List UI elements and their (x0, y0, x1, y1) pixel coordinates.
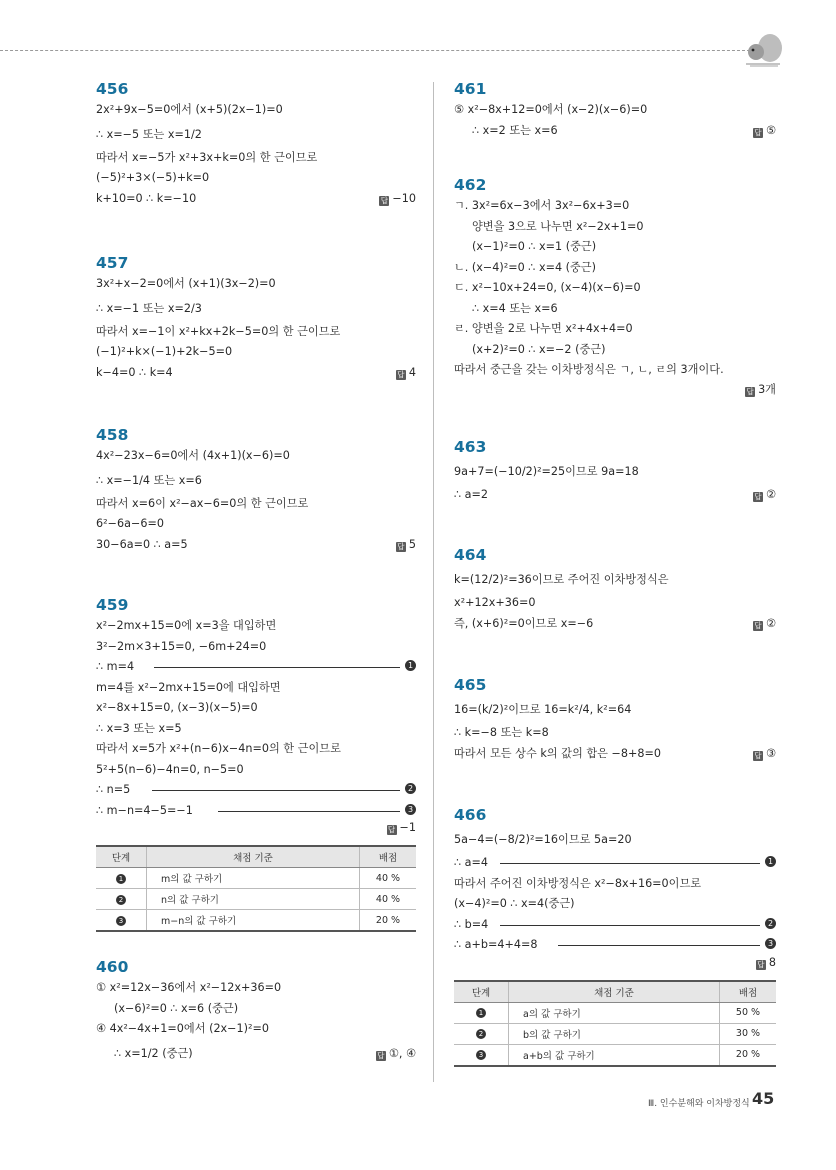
step-marker: 2 (116, 895, 126, 905)
answer (396, 535, 416, 556)
problem-number: 461 (454, 80, 487, 98)
answer (376, 1040, 416, 1067)
column-header: 채점 기준 (147, 846, 360, 868)
answer-badge-icon: 답 (377, 1050, 385, 1060)
criteria-cell: b의 값 구하기 (509, 1023, 720, 1044)
step-rule (154, 667, 400, 668)
answer-line (96, 821, 416, 841)
answer (756, 956, 776, 970)
solution-line-text: 30−6a=0 ∴ a=5 (96, 537, 188, 551)
solution-line: 16=(k/2)²이므로 16=k²/4, k²=64 (454, 703, 632, 716)
solution-line: ∴ k=−8 또는 k=8 (454, 726, 549, 739)
answer-value: ①, ④ (388, 1046, 416, 1060)
criteria-cell: m의 값 구하기 (147, 868, 360, 889)
column-divider (433, 82, 434, 1082)
solution-line: ㄱ. 3x²=6x−3에서 3x²−6x+3=0 (454, 199, 630, 212)
answer-value: ③ (765, 746, 776, 760)
answer (745, 381, 776, 397)
answer-value: ⑤ (765, 123, 776, 137)
table-header-row (96, 846, 416, 868)
answer-value: −10 (392, 191, 416, 205)
step-cell (96, 910, 147, 932)
answer-badge-icon: 답 (757, 959, 765, 969)
solution-line (454, 915, 776, 936)
column-header: 단계 (454, 981, 509, 1003)
points-cell: 40 % (360, 868, 417, 889)
points-cell: 40 % (360, 889, 417, 910)
points-cell: 20 % (360, 910, 417, 932)
step-marker: 3 (405, 804, 416, 815)
step-marker: 2 (405, 783, 416, 794)
answer (753, 744, 776, 765)
solution-line (454, 935, 776, 956)
criteria-cell: m−n의 값 구하기 (147, 910, 360, 932)
solution-line: ∴ x=−1 또는 x=2/3 (96, 301, 202, 315)
solution-line (96, 657, 416, 678)
solution-line (454, 485, 776, 506)
solution-465 (454, 674, 776, 764)
solution-457 (96, 252, 416, 383)
solution-line: k=(12/2)²=36이므로 주어진 이차방정식은 (454, 573, 669, 586)
solution-461 (454, 78, 776, 141)
table-row (454, 1023, 776, 1044)
problem-number: 460 (96, 958, 129, 976)
solution-line: 따라서 주어진 이차방정식은 x²−8x+16=0이므로 (454, 876, 702, 890)
solution-line (96, 1040, 416, 1067)
solution-line: ㄹ. 양변을 2로 나누면 x²+4x+4=0 (454, 322, 633, 335)
answer-value: ② (765, 488, 776, 501)
table-row (454, 1044, 776, 1066)
solution-line: 5²+5(n−6)−4n=0, n−5=0 (96, 762, 244, 776)
table-row (96, 910, 416, 932)
solution-line-text: ∴ x=2 또는 x=6 (472, 123, 558, 137)
step-marker: 1 (765, 856, 776, 867)
answer-badge-icon: 답 (746, 386, 754, 396)
solution-line: (x−4)²=0 ∴ x=4(중근) (454, 897, 575, 910)
solution-463 (454, 436, 776, 506)
solution-line: ① x²=12x−36에서 x²−12x+36=0 (96, 981, 282, 994)
points-cell: 30 % (720, 1023, 777, 1044)
solution-line: 따라서 중근을 갖는 이차방정식은 ㄱ, ㄴ, ㄹ의 3개이다. (454, 363, 724, 376)
solution-line-text: ∴ a+b=4+4=8 (454, 938, 538, 951)
table-header-row (454, 981, 776, 1003)
step-cell (454, 1044, 509, 1066)
table-row (454, 1002, 776, 1023)
answer-badge-icon: 답 (754, 750, 762, 760)
step-rule (152, 790, 400, 791)
solution-line (96, 189, 416, 210)
answer-value: 5 (408, 537, 416, 551)
answer-badge-icon: 답 (754, 620, 762, 630)
column-header: 배점 (720, 981, 777, 1003)
problem-number: 456 (96, 80, 129, 98)
solution-line: 2x²+9x−5=0에서 (x+5)(2x−1)=0 (96, 103, 283, 116)
step-rule (500, 863, 760, 864)
problem-number: 458 (96, 426, 129, 444)
answer (379, 189, 416, 210)
solution-line: (−5)²+3×(−5)+k=0 (96, 171, 210, 184)
solution-line: ㄴ. (x−4)²=0 ∴ x=4 (중근) (454, 260, 596, 274)
problem-number: 462 (454, 176, 487, 194)
solution-line (454, 744, 776, 765)
problem-number: 457 (96, 254, 129, 272)
answer-badge-icon: 답 (397, 369, 405, 379)
answer-badge-icon: 답 (754, 492, 762, 501)
solution-line: ⑤ x²−8x+12=0에서 (x−2)(x−6)=0 (454, 103, 648, 116)
solution-464 (454, 544, 776, 634)
column-header: 채점 기준 (509, 981, 720, 1003)
points-cell: 20 % (720, 1044, 777, 1066)
problem-number: 466 (454, 806, 487, 824)
answer (753, 614, 776, 635)
solution-line: 양변을 3으로 나누면 x²−2x+1=0 (472, 219, 644, 233)
solution-line (454, 121, 776, 142)
solution-line (96, 780, 416, 801)
step-rule (558, 945, 760, 946)
solution-line (454, 614, 776, 635)
answer-line (454, 381, 776, 401)
solution-line: ∴ x=−5 또는 x=1/2 (96, 127, 202, 141)
solution-line: 따라서 x=6이 x²−ax−6=0의 한 근이므로 (96, 496, 309, 510)
answer-badge-icon: 답 (754, 127, 762, 137)
grading-table (454, 980, 776, 1067)
step-marker: 3 (116, 916, 126, 926)
table-row (96, 868, 416, 889)
answer (387, 821, 417, 835)
answer-line (454, 956, 776, 976)
answer-badge-icon: 답 (380, 195, 388, 205)
solution-line: 따라서 x=−5가 x²+3x+k=0의 한 근이므로 (96, 150, 318, 164)
criteria-cell: a+b의 값 구하기 (509, 1044, 720, 1066)
step-cell (96, 889, 147, 910)
solution-line (96, 363, 416, 384)
problem-number: 459 (96, 596, 129, 614)
solution-line: (x−1)²=0 ∴ x=1 (중근) (472, 240, 597, 253)
solution-line: x²−8x+15=0, (x−3)(x−5)=0 (96, 701, 258, 714)
solution-line: (x−6)²=0 ∴ x=6 (중근) (114, 1001, 239, 1015)
solution-line: ∴ x=3 또는 x=5 (96, 721, 182, 735)
criteria-cell: n의 값 구하기 (147, 889, 360, 910)
solution-line (96, 801, 416, 822)
solution-line: ㄷ. x²−10x+24=0, (x−4)(x−6)=0 (454, 281, 641, 294)
problem-number: 465 (454, 676, 487, 694)
top-dashed-rule (0, 50, 750, 51)
solution-line: 3²−2m×3+15=0, −6m+24=0 (96, 639, 267, 653)
solution-line: ④ 4x²−4x+1=0에서 (2x−1)²=0 (96, 1022, 270, 1035)
solution-456 (96, 78, 416, 209)
solution-line: 따라서 x=−1이 x²+kx+2k−5=0의 한 근이므로 (96, 324, 341, 338)
answer-value: 4 (408, 365, 416, 379)
solution-line (96, 535, 416, 556)
column-header: 배점 (360, 846, 417, 868)
solution-line-text: 즉, (x+6)²=0이므로 x=−6 (454, 616, 594, 630)
solution-line: x²+12x+36=0 (454, 596, 536, 609)
answer (753, 121, 776, 142)
solution-line: x²−2mx+15=0에 x=3을 대입하면 (96, 619, 277, 632)
solution-line: ∴ x=4 또는 x=6 (472, 301, 558, 315)
solution-line: m=4를 x²−2mx+15=0에 대입하면 (96, 680, 281, 694)
solution-line: 6²−6a−6=0 (96, 517, 164, 530)
solution-line (454, 853, 776, 874)
solution-459 (96, 594, 416, 932)
solution-458 (96, 424, 416, 555)
solution-line-text: k−4=0 ∴ k=4 (96, 365, 173, 379)
solution-line: (x+2)²=0 ∴ x=−2 (중근) (472, 342, 606, 356)
step-rule (500, 925, 760, 926)
criteria-cell: a의 값 구하기 (509, 1002, 720, 1023)
solution-line: ∴ x=−1/4 또는 x=6 (96, 473, 202, 487)
step-marker: 2 (765, 918, 776, 929)
solution-line: 4x²−23x−6=0에서 (4x+1)(x−6)=0 (96, 449, 290, 462)
answer-value: ② (765, 616, 776, 630)
solution-line: 3x²+x−2=0에서 (x+1)(3x−2)=0 (96, 277, 276, 290)
answer (753, 485, 776, 506)
solution-line-text: ∴ x=1/2 (중근) (114, 1046, 193, 1060)
answer-badge-icon: 답 (397, 541, 405, 551)
step-marker: 3 (765, 938, 776, 949)
step-marker: 1 (116, 874, 126, 884)
solution-line: 5a−4=(−8/2)²=16이므로 5a=20 (454, 833, 632, 846)
table-row (96, 889, 416, 910)
step-marker: 1 (476, 1008, 486, 1018)
step-marker: 1 (405, 660, 416, 671)
answer-value: 8 (768, 955, 776, 969)
solution-line-text: ∴ n=5 (96, 783, 131, 796)
step-marker: 3 (476, 1050, 486, 1060)
step-marker: 2 (476, 1029, 486, 1039)
page-number: 45 (752, 1089, 775, 1108)
answer (396, 363, 416, 384)
solution-466 (454, 804, 776, 1067)
solution-462 (454, 174, 776, 401)
step-cell (454, 1002, 509, 1023)
solution-line: 따라서 x=5가 x²+(n−6)x−4n=0의 한 근이므로 (96, 742, 341, 755)
column-header: 단계 (96, 846, 147, 868)
problem-number: 464 (454, 546, 487, 564)
solution-line-text: ∴ a=4 (454, 856, 489, 869)
solution-460 (96, 956, 416, 1067)
solution-line: (−1)²+k×(−1)+2k−5=0 (96, 345, 233, 358)
solution-line-text: 따라서 모든 상수 k의 값의 합은 −8+8=0 (454, 746, 661, 760)
answer-value: 3개 (758, 382, 776, 396)
step-cell (454, 1023, 509, 1044)
answer-value: −1 (399, 821, 416, 834)
step-rule (218, 811, 400, 812)
solution-line-text: ∴ b=4 (454, 917, 489, 931)
answer-badge-icon: 답 (387, 825, 396, 834)
solution-line-text: ∴ m=4 (96, 660, 135, 673)
solution-line: 9a+7=(−10/2)²=25이므로 9a=18 (454, 465, 639, 478)
section-title: Ⅲ. 인수분해와 이차방정식 (648, 1099, 750, 1109)
step-cell (96, 868, 147, 889)
grading-table (96, 845, 416, 932)
solution-line-text: ∴ a=2 (454, 488, 489, 501)
problem-number: 463 (454, 438, 487, 456)
points-cell: 50 % (720, 1002, 777, 1023)
squirrel-mascot-icon (740, 30, 786, 72)
solution-line-text: ∴ m−n=4−5=−1 (96, 803, 193, 817)
solution-line-text: k+10=0 ∴ k=−10 (96, 191, 197, 205)
